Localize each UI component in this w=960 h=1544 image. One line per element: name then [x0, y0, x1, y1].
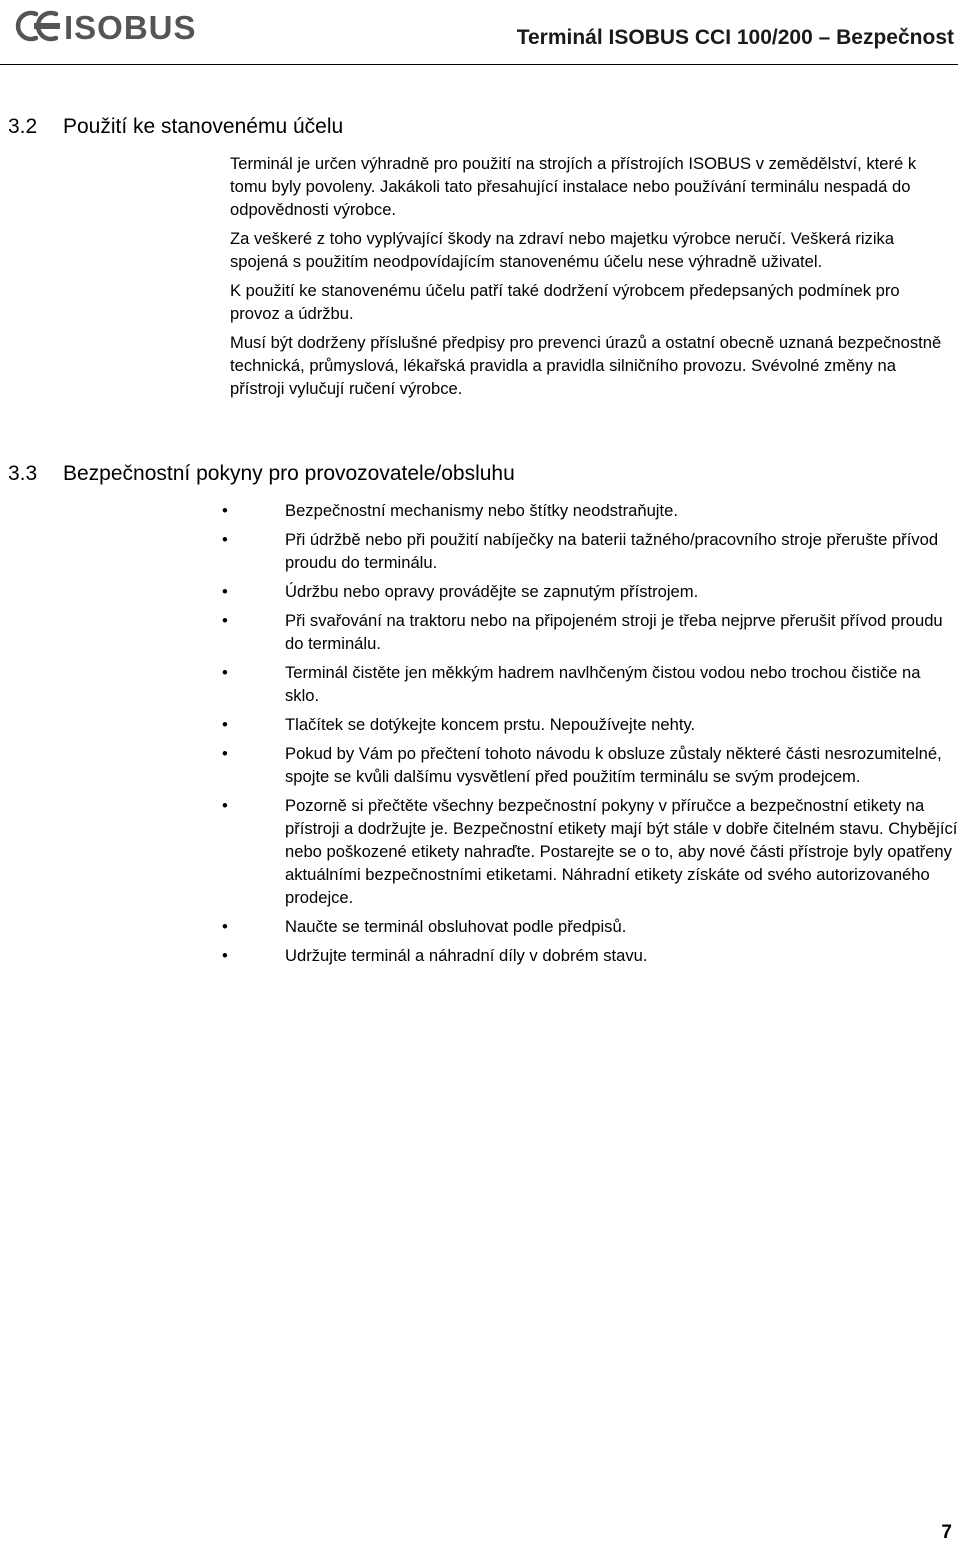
- bullet-icon: •: [222, 582, 228, 601]
- svg-text:ISOBUS: ISOBUS: [64, 9, 197, 46]
- header-divider: [0, 64, 958, 65]
- list-item-text: Pozorně si přečtěte všechny bezpečnostní pokyny v příručce a bezpečnostní etikety na přístroji a dodržujte je. Bezpečnostní etikety mají být stále v dobře čitelném stavu. Chybějící nebo poškozené etikety nahraďte. Postarejte se o to, aby nové části přístroje byly opatřeny aktuálními bezpečnostními etiketami. Náhradní etikety získáte od svého autorizovaného prodejce.: [285, 796, 958, 907]
- list-item: [218, 528, 958, 574]
- list-item-text: Tlačítek se dotýkejte koncem prstu. Nepoužívejte nehty.: [285, 715, 696, 734]
- page-number: 7: [941, 1522, 952, 1543]
- list-item-text: Při svařování na traktoru nebo na připojeném stroji je třeba nejprve přerušit přívod proudu do terminálu.: [285, 611, 943, 653]
- bullet-icon: •: [222, 715, 228, 734]
- section-title: Použití ke stanovenému účelu: [63, 115, 344, 138]
- list-item: [218, 609, 958, 655]
- bullet-icon: •: [222, 946, 228, 965]
- list-item: [218, 742, 958, 788]
- section-heading-3-3: [8, 462, 515, 486]
- list-item: [218, 580, 958, 603]
- page-header: [0, 0, 960, 64]
- bullet-icon: •: [222, 796, 228, 815]
- section-number: 3.2: [8, 115, 38, 138]
- list-item: [218, 499, 958, 522]
- list-item-text: Naučte se terminál obsluhovat podle předpisů.: [285, 917, 627, 936]
- paragraph: K použití ke stanovenému účelu patří také dodržení výrobcem předepsaných podmínek pro provoz a údržbu.: [230, 281, 900, 323]
- section-3-2-body: [230, 152, 950, 406]
- section-title: Bezpečnostní pokyny pro provozovatele/obsluhu: [63, 462, 515, 485]
- paragraph: Musí být dodrženy příslušné předpisy pro prevenci úrazů a ostatní obecně uznaná bezpečnostně technická, průmyslová, lékařská pravidla a pravidla silničního provozu. Svévolné změny na přístroji vylučují ručení výrobce.: [230, 333, 942, 398]
- list-item: [218, 661, 958, 707]
- bullet-icon: •: [222, 611, 228, 630]
- list-item-text: Při údržbě nebo při použití nabíječky na baterii tažného/pracovního stroje přerušte přívod proudu do terminálu.: [285, 530, 939, 572]
- safety-instructions-list: [218, 499, 958, 973]
- list-item-text: Bezpečnostní mechanismy nebo štítky neodstraňujte.: [285, 501, 678, 520]
- list-item: [218, 944, 958, 967]
- list-item: [218, 794, 958, 909]
- bullet-icon: •: [222, 530, 228, 549]
- document-title: Terminál ISOBUS CCI 100/200 – Bezpečnost: [516, 26, 954, 49]
- bullet-icon: •: [222, 917, 228, 936]
- bullet-icon: •: [222, 501, 228, 520]
- list-item: [218, 915, 958, 938]
- list-item: [218, 713, 958, 736]
- list-item-text: Udržujte terminál a náhradní díly v dobrém stavu.: [285, 946, 648, 965]
- paragraph: Terminál je určen výhradně pro použití na strojích a přístrojích ISOBUS v zemědělství, které k tomu byly povoleny. Jakákoli tato přesahující instalace nebo používání terminálu nespadá do odpovědnosti výrobce.: [230, 154, 917, 219]
- section-heading-3-2: [8, 115, 343, 139]
- list-item-text: Údržbu nebo opravy provádějte se zapnutým přístrojem.: [285, 582, 699, 601]
- ccisobus-logo: [12, 6, 217, 46]
- paragraph: Za veškeré z toho vyplývající škody na zdraví nebo majetku výrobce neručí. Veškerá rizika spojená s použitím neodpovídajícím stanovenému účelu nese výhradně uživatel.: [230, 229, 895, 271]
- section-number: 3.3: [8, 462, 38, 485]
- bullet-icon: •: [222, 663, 228, 682]
- bullet-icon: •: [222, 744, 228, 763]
- list-item-text: Pokud by Vám po přečtení tohoto návodu k obsluze zůstaly některé části nesrozumitelné, spojte se kvůli dalšímu vysvětlení před použitím terminálu se svým prodejcem.: [285, 744, 942, 786]
- list-item-text: Terminál čistěte jen měkkým hadrem navlhčeným čistou vodou nebo trochou čističe na sklo.: [285, 663, 921, 705]
